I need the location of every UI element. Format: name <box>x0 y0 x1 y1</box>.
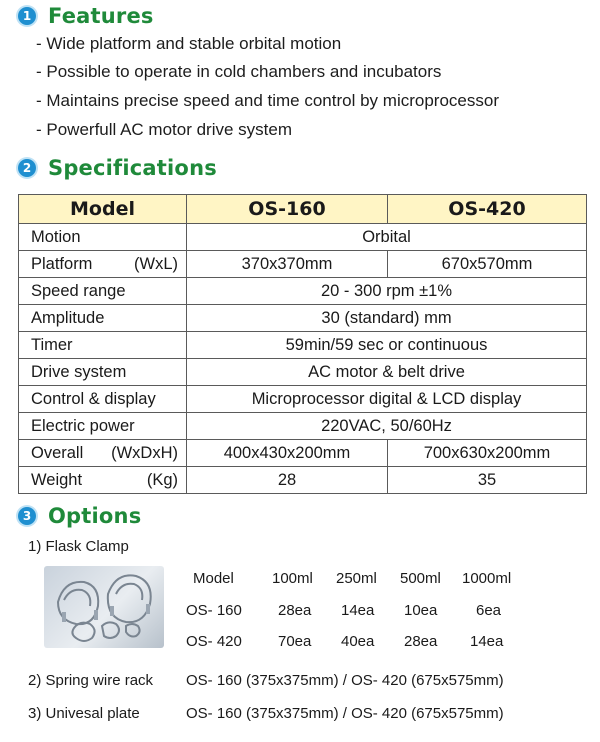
table-row <box>19 386 587 413</box>
table-row <box>19 413 587 440</box>
clamp-cell: 70ea <box>278 633 312 650</box>
row-value-os-160: 400x430x200mm <box>187 440 388 467</box>
clamp-cell: 14ea <box>470 633 504 650</box>
header-os-160: OS-160 <box>187 195 388 224</box>
spring-rack-line <box>28 672 504 689</box>
row-value-os-420: 35 <box>388 467 587 494</box>
specifications-title: Specifications <box>48 156 217 180</box>
spring-rack-label: 2) Spring wire rack <box>28 672 154 689</box>
section-number-badge: 1 <box>18 7 36 25</box>
row-label: Weight (Kg) <box>19 467 187 494</box>
row-value-os-420: 670x570mm <box>388 251 587 278</box>
feature-item: - Powerfull AC motor drive system <box>36 120 293 139</box>
row-label: Platform (WxL) <box>19 251 187 278</box>
table-row <box>19 359 587 386</box>
clamp-cell: 40ea <box>341 633 375 650</box>
row-value: AC motor & belt drive <box>187 359 587 386</box>
clamp-header-cell: 250ml <box>336 570 377 587</box>
row-label: Motion <box>19 224 187 251</box>
row-unit: (WxDxH) <box>111 444 178 462</box>
options-heading <box>18 504 141 528</box>
table-row <box>19 278 587 305</box>
row-label: Control & display <box>19 386 187 413</box>
features-title: Features <box>48 4 154 28</box>
clamp-header-cell: 1000ml <box>462 570 512 587</box>
clamp-header-cell: 100ml <box>272 570 313 587</box>
universal-plate-label: 3) Univesal plate <box>28 705 140 722</box>
features-heading <box>18 4 154 28</box>
header-os-420: OS-420 <box>388 195 587 224</box>
row-unit: (Kg) <box>146 471 178 489</box>
table-row <box>19 251 587 278</box>
clamp-cell: OS- 160 <box>186 602 242 619</box>
row-label: Drive system <box>19 359 187 386</box>
section-number-badge: 2 <box>18 159 36 177</box>
table-row <box>19 305 587 332</box>
clamp-cell: OS- 420 <box>186 633 242 650</box>
row-value: Microprocessor digital & LCD display <box>187 386 587 413</box>
row-unit: (WxL) <box>134 255 178 273</box>
feature-item: - Maintains precise speed and time control by microprocessor <box>36 91 499 110</box>
flask-clamp-image <box>44 566 164 648</box>
header-model: Model <box>19 195 187 224</box>
row-label: Overall (WxDxH) <box>19 440 187 467</box>
row-value-os-160: 370x370mm <box>187 251 388 278</box>
options-title: Options <box>48 504 142 528</box>
clamp-cell: 10ea <box>404 602 438 619</box>
clamp-header-cell: Model <box>193 570 234 587</box>
universal-plate-value: OS- 160 (375x375mm) / OS- 420 (675x575mm) <box>186 705 504 722</box>
table-header-row <box>19 195 587 224</box>
section-number-badge: 3 <box>18 507 36 525</box>
table-row <box>19 440 587 467</box>
clamp-cell: 28ea <box>404 633 438 650</box>
clamp-cell: 28ea <box>278 602 312 619</box>
specifications-table <box>18 194 587 494</box>
flask-clamp-photo <box>44 566 164 648</box>
row-value: 30 (standard) mm <box>187 305 587 332</box>
feature-item: - Possible to operate in cold chambers and incubators <box>36 62 442 81</box>
row-value: Orbital <box>187 224 587 251</box>
row-value-os-160: 28 <box>187 467 388 494</box>
table-row <box>19 467 587 494</box>
table-row <box>19 332 587 359</box>
row-value: 20 - 300 rpm ±1% <box>187 278 587 305</box>
row-label: Speed range <box>19 278 187 305</box>
row-value: 59min/59 sec or continuous <box>187 332 587 359</box>
specifications-heading <box>18 156 217 180</box>
row-value-os-420: 700x630x200mm <box>388 440 587 467</box>
spring-rack-value: OS- 160 (375x375mm) / OS- 420 (675x575mm) <box>186 672 504 689</box>
universal-plate-line <box>28 705 504 722</box>
row-label: Amplitude <box>19 305 187 332</box>
row-value: 220VAC, 50/60Hz <box>187 413 587 440</box>
clamp-cell: 6ea <box>476 602 502 619</box>
clamp-cell: 14ea <box>341 602 375 619</box>
flask-clamp-label: 1) Flask Clamp <box>28 538 129 555</box>
row-label: Timer <box>19 332 187 359</box>
clamp-header-cell: 500ml <box>400 570 441 587</box>
feature-item: - Wide platform and stable orbital motion <box>36 34 342 53</box>
row-label: Electric power <box>19 413 187 440</box>
table-row <box>19 224 587 251</box>
